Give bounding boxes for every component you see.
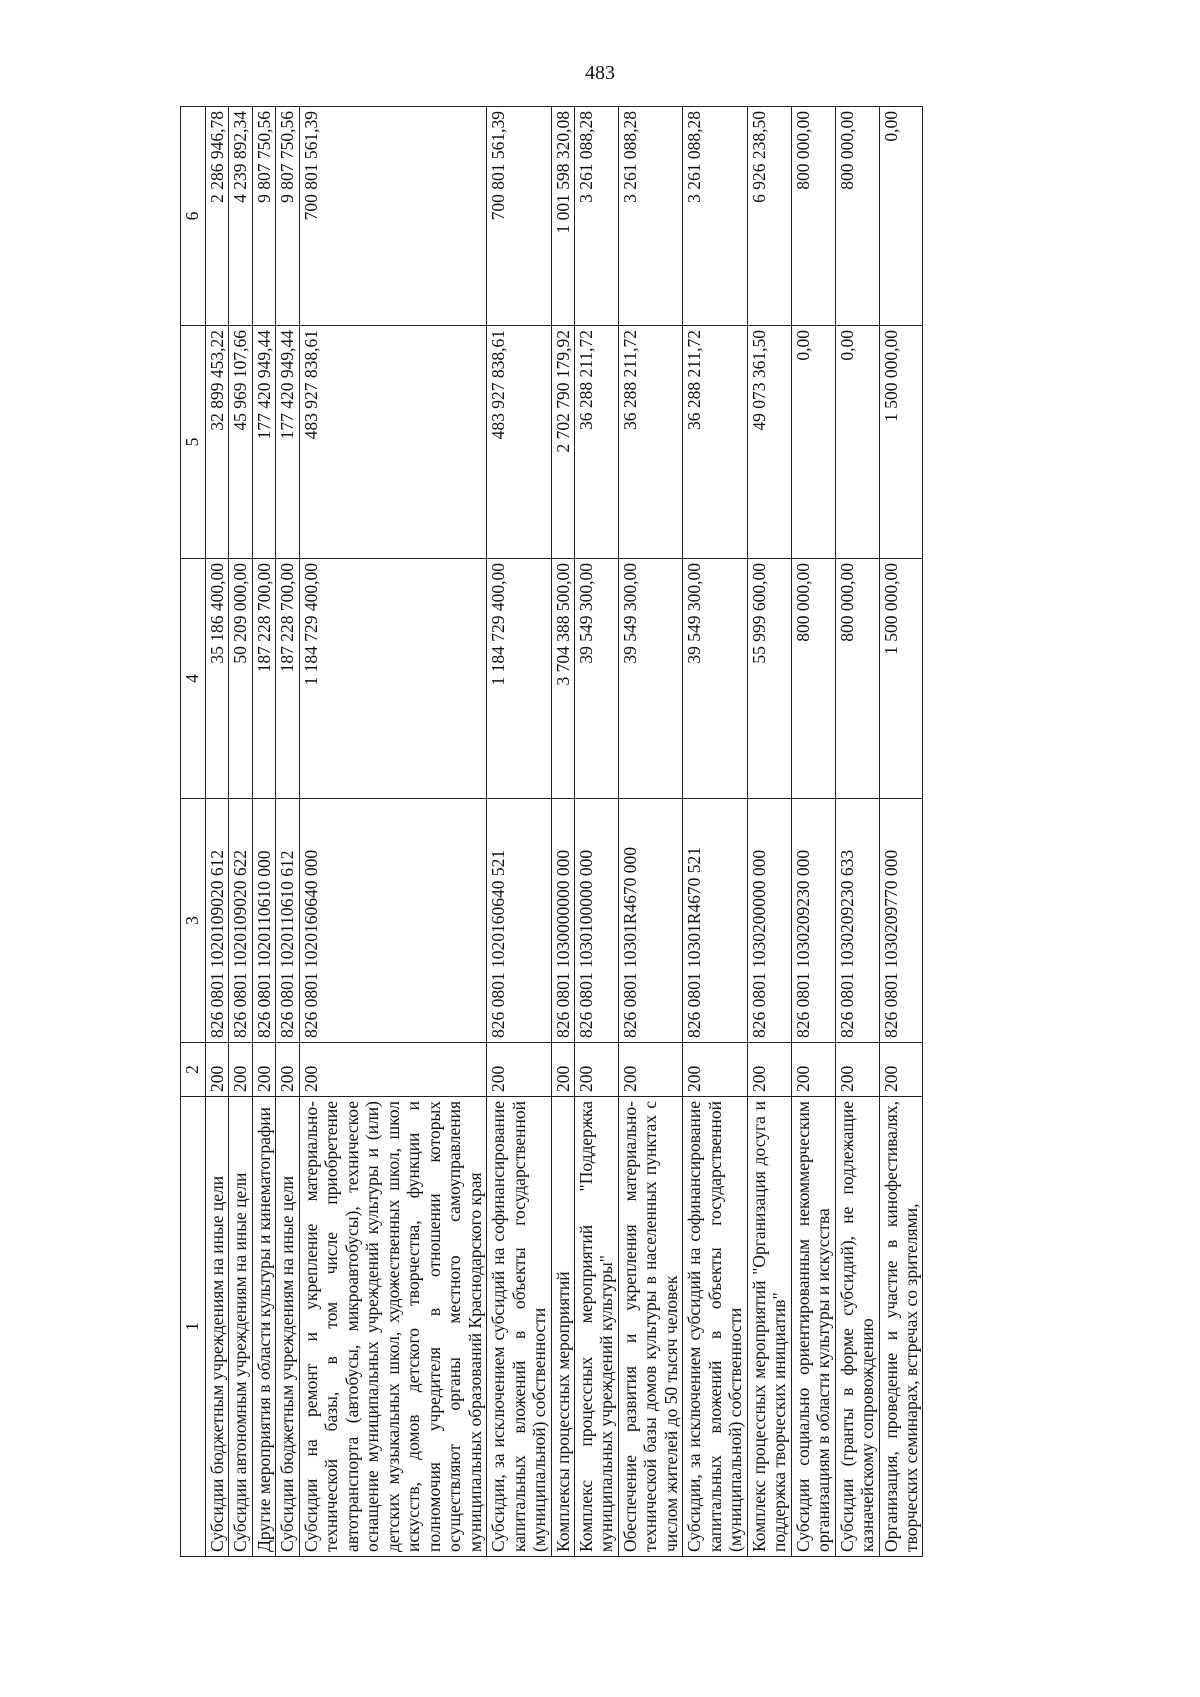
- table-row: [879, 107, 923, 1557]
- table-row: [683, 107, 747, 1557]
- row-plan-cell: 800 000,00: [835, 559, 879, 799]
- row-code-cell: 200: [835, 1043, 879, 1097]
- row-kbk-cell: 826 0801 1020109020 612: [206, 799, 229, 1043]
- row-plan-cell: 187 228 700,00: [276, 559, 299, 799]
- table-header-row: [181, 107, 206, 1557]
- row-name-cell: Комплекс процессных мероприятий "Организация досуга и поддержка творческих инициатив": [747, 1097, 791, 1557]
- row-diff-cell: 0,00: [879, 107, 923, 326]
- row-diff-cell: 2 286 946,78: [206, 107, 229, 326]
- row-diff-cell: 3 261 088,28: [618, 107, 682, 326]
- row-plan-cell: 39 549 300,00: [574, 559, 618, 799]
- row-code-cell: 200: [879, 1043, 923, 1097]
- row-kbk-cell: 826 0801 1030200000 000: [747, 799, 791, 1043]
- table-row: [618, 107, 682, 1557]
- row-code-cell: 200: [206, 1043, 229, 1097]
- row-name-cell: Субсидии, за исключением субсидий на софинансирование капитальных вложений в объекты государственной (муниципальной) собственности: [683, 1097, 747, 1557]
- row-plan-cell: 55 999 600,00: [747, 559, 791, 799]
- row-name-cell: Субсидии бюджетным учреждениям на иные цели: [206, 1097, 229, 1557]
- page-number: 483: [585, 62, 615, 84]
- row-name-cell: Комплексы процессных мероприятий: [551, 1097, 574, 1557]
- row-fact-cell: 36 288 211,72: [618, 326, 682, 559]
- column-header: 6: [181, 107, 206, 326]
- table-row: [229, 107, 252, 1557]
- row-plan-cell: 1 184 729 400,00: [299, 559, 486, 799]
- row-plan-cell: 50 209 000,00: [229, 559, 252, 799]
- row-code-cell: 200: [299, 1043, 486, 1097]
- table-row: [551, 107, 574, 1557]
- row-code-cell: 200: [574, 1043, 618, 1097]
- row-plan-cell: 800 000,00: [791, 559, 835, 799]
- table-row: [299, 107, 486, 1557]
- row-name-cell: Субсидии автономным учреждениям на иные цели: [229, 1097, 252, 1557]
- row-kbk-cell: 826 0801 1030000000 000: [551, 799, 574, 1043]
- row-diff-cell: 1 001 598 320,08: [551, 107, 574, 326]
- row-code-cell: 200: [683, 1043, 747, 1097]
- row-diff-cell: 6 926 238,50: [747, 107, 791, 326]
- row-name-cell: Другие мероприятия в области культуры и кинематографии: [252, 1097, 275, 1557]
- row-name-cell: Субсидии, за исключением субсидий на софинансирование капитальных вложений в объекты государственной (муниципальной) собственности: [487, 1097, 551, 1557]
- row-code-cell: 200: [747, 1043, 791, 1097]
- column-header: 5: [181, 326, 206, 559]
- table-row: [791, 107, 835, 1557]
- column-header: 1: [181, 1097, 206, 1557]
- row-fact-cell: 49 073 361,50: [747, 326, 791, 559]
- row-kbk-cell: 826 0801 1020110610 000: [252, 799, 275, 1043]
- row-kbk-cell: 826 0801 10301R4670 000: [618, 799, 682, 1043]
- row-kbk-cell: 826 0801 1020160640 521: [487, 799, 551, 1043]
- column-header: 2: [181, 1043, 206, 1097]
- row-name-cell: Обеспечение развития и укрепления материально-технической базы домов культуры в населенных пунктах с числом жителей до 50 тысяч человек: [618, 1097, 682, 1557]
- table-row: [252, 107, 275, 1557]
- table-body: [206, 107, 923, 1557]
- row-diff-cell: 800 000,00: [835, 107, 879, 326]
- row-kbk-cell: 826 0801 1020160640 000: [299, 799, 486, 1043]
- row-diff-cell: 800 000,00: [791, 107, 835, 326]
- row-diff-cell: 3 261 088,28: [574, 107, 618, 326]
- row-kbk-cell: 826 0801 1020109020 622: [229, 799, 252, 1043]
- row-plan-cell: 35 186 400,00: [206, 559, 229, 799]
- table-row: [574, 107, 618, 1557]
- rotated-table-container: [180, 107, 1112, 1557]
- row-kbk-cell: 826 0801 1030209230 000: [791, 799, 835, 1043]
- row-name-cell: Субсидии на ремонт и укрепление материально-технической базы, в том числе приобретение автотранспорта (автобусы, микроавтобусы), техническое оснащение муниципальных учреждений культуры и (или) детских музыкальных школ, художественных школ, школ искусств, домов детского творчества, функции и полномочия учредителя в отношении которых осуществляют органы местного самоуправления муниципальных образований Краснодарского края: [299, 1097, 486, 1557]
- row-plan-cell: 1 184 729 400,00: [487, 559, 551, 799]
- row-plan-cell: 1 500 000,00: [879, 559, 923, 799]
- row-plan-cell: 39 549 300,00: [683, 559, 747, 799]
- row-name-cell: Субсидии социально ориентированным некоммерческим организациям в области культуры и искусства: [791, 1097, 835, 1557]
- row-fact-cell: 2 702 790 179,92: [551, 326, 574, 559]
- row-code-cell: 200: [229, 1043, 252, 1097]
- row-kbk-cell: 826 0801 1030100000 000: [574, 799, 618, 1043]
- table-row: [835, 107, 879, 1557]
- row-plan-cell: 39 549 300,00: [618, 559, 682, 799]
- column-header: 4: [181, 559, 206, 799]
- row-fact-cell: 177 420 949,44: [276, 326, 299, 559]
- row-diff-cell: 700 801 561,39: [487, 107, 551, 326]
- row-diff-cell: 4 239 892,34: [229, 107, 252, 326]
- row-code-cell: 200: [551, 1043, 574, 1097]
- table-row: [487, 107, 551, 1557]
- row-diff-cell: 700 801 561,39: [299, 107, 486, 326]
- row-code-cell: 200: [487, 1043, 551, 1097]
- row-fact-cell: 0,00: [835, 326, 879, 559]
- row-fact-cell: 1 500 000,00: [879, 326, 923, 559]
- column-header: 3: [181, 799, 206, 1043]
- row-name-cell: Комплекс процессных мероприятий "Поддержка муниципальных учреждений культуры": [574, 1097, 618, 1557]
- row-name-cell: Субсидии бюджетным учреждениям на иные цели: [276, 1097, 299, 1557]
- budget-table: [180, 106, 923, 1557]
- row-code-cell: 200: [276, 1043, 299, 1097]
- table-row: [747, 107, 791, 1557]
- row-name-cell: Субсидии (гранты в форме субсидий), не подлежащие казначейскому сопровождению: [835, 1097, 879, 1557]
- row-fact-cell: 32 899 453,22: [206, 326, 229, 559]
- row-plan-cell: 3 704 388 500,00: [551, 559, 574, 799]
- row-code-cell: 200: [252, 1043, 275, 1097]
- row-kbk-cell: 826 0801 10301R4670 521: [683, 799, 747, 1043]
- row-kbk-cell: 826 0801 1020110610 612: [276, 799, 299, 1043]
- row-fact-cell: 483 927 838,61: [487, 326, 551, 559]
- row-fact-cell: 177 420 949,44: [252, 326, 275, 559]
- row-code-cell: 200: [791, 1043, 835, 1097]
- row-fact-cell: 45 969 107,66: [229, 326, 252, 559]
- table-row: [206, 107, 229, 1557]
- table-row: [276, 107, 299, 1557]
- row-fact-cell: 36 288 211,72: [574, 326, 618, 559]
- row-diff-cell: 9 807 750,56: [252, 107, 275, 326]
- row-name-cell: Организация, проведение и участие в кинофестивалях, творческих семинарах, встречах со зрителями,: [879, 1097, 923, 1557]
- row-code-cell: 200: [618, 1043, 682, 1097]
- row-kbk-cell: 826 0801 1030209770 000: [879, 799, 923, 1043]
- row-fact-cell: 0,00: [791, 326, 835, 559]
- row-fact-cell: 36 288 211,72: [683, 326, 747, 559]
- row-diff-cell: 9 807 750,56: [276, 107, 299, 326]
- row-fact-cell: 483 927 838,61: [299, 326, 486, 559]
- row-kbk-cell: 826 0801 1030209230 633: [835, 799, 879, 1043]
- row-diff-cell: 3 261 088,28: [683, 107, 747, 326]
- row-plan-cell: 187 228 700,00: [252, 559, 275, 799]
